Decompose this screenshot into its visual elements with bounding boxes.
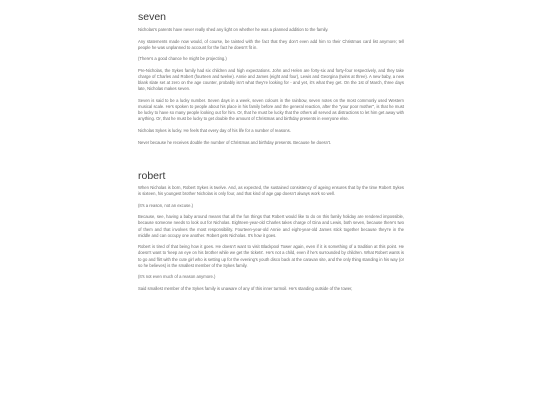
- paragraph: Said smallest member of the Sykes family is unaware of any of this inner turmoil. He's standing outside of the tower,: [138, 285, 353, 291]
- paragraph: (There's a good chance he might be projecting.): [138, 56, 227, 62]
- paragraph: Any statements made now would, of course, be tainted with the fact that they don't even add him to their Christmas card list anymore; tell people he was unplanned to account for the fact he doesn't fit in.: [138, 38, 404, 50]
- paragraph: Because, see, having a baby around means that all the fun things that Robert would like to do on this family holiday are rendered impossible, because someone needs to look out for Nicholas. Eighteen-year-old Charles takes charge of Gina and Lewis, both seven, because there's two of them and that involves the most responsibility. Fourteen-year-old Annie and eight-year-old James stick together because they're in the middle and can occupy one another. Robert gets Nicholas. It's how it goes.: [138, 214, 404, 238]
- paragraph: Pre-Nicholas, the Sykes family had six children and high expectations. John and Helen are forty-six and forty-four respectively, and they take charge of Charles and Robert (fourteen and twelve). Annie and James (eight and four), Lewis and Georgina (twins at three). A new baby, a new blank slate set at zero on the age counter, probably isn't what they're looking for - and yet, it's what they get. On the 1st of March, three days late, Nicholas makes seven.: [138, 68, 404, 92]
- paragraph: When Nicholas is born, Robert Sykes is twelve. And, as expected, the sustained consistency of ageing ensures that by the time Robert Sykes is sixteen, his youngest brother Nicholas is only four, and that kind of age gap doesn't always work so well.: [138, 184, 404, 196]
- chapter-title: robert: [138, 169, 166, 182]
- chapter-seven: [138, 11, 404, 146]
- paragraph: Nicholas Sykes is lucky. He feels that every day of his life for a number of reasons.: [138, 128, 291, 134]
- paragraph: Robert is tired of that being how it goes. He doesn't want to visit Blackpool Tower again, even if it is something of a tradition at this point. He doesn't want to 'keep an eye on his brother while we get the tickets'. He's not a child, even if he's surrounded by children. What Robert wants is to go and flirt with the cute girl who is setting up for the evening's youth disco back at the caravan site, and the only thing standing in his way (or so he believes) is the smallest member of the Sykes family.: [138, 244, 404, 268]
- paragraph: Never because he receives double the number of Christmas and birthday presents. Because he doesn't.: [138, 139, 332, 145]
- chapter-robert: [138, 170, 404, 292]
- document-page: [138, 0, 404, 298]
- paragraph: (It's not even much of a reason anymore.): [138, 274, 216, 280]
- paragraph: Nicholas's parents have never really shed any light on whether he was a planned addition to the family.: [138, 27, 329, 32]
- paragraph: (It's a reason, not an excuse.): [138, 202, 194, 208]
- chapter-title: seven: [138, 11, 167, 23]
- paragraph: Seven is said to be a lucky number. Seven days in a week, seven colours in the rainbow, seven notes on the most commonly used Western musical scale. He's spoken to people about his place in his family before and the general reaction, after the "your poor mother", is that he must be lucky to have so many people looking out for him. Or, that he must be lucky that the others all served as distractions to let him get away with anything. Or, that he must be lucky to get double the amount of Christmas and birthday presents in everyone else.: [138, 98, 404, 122]
